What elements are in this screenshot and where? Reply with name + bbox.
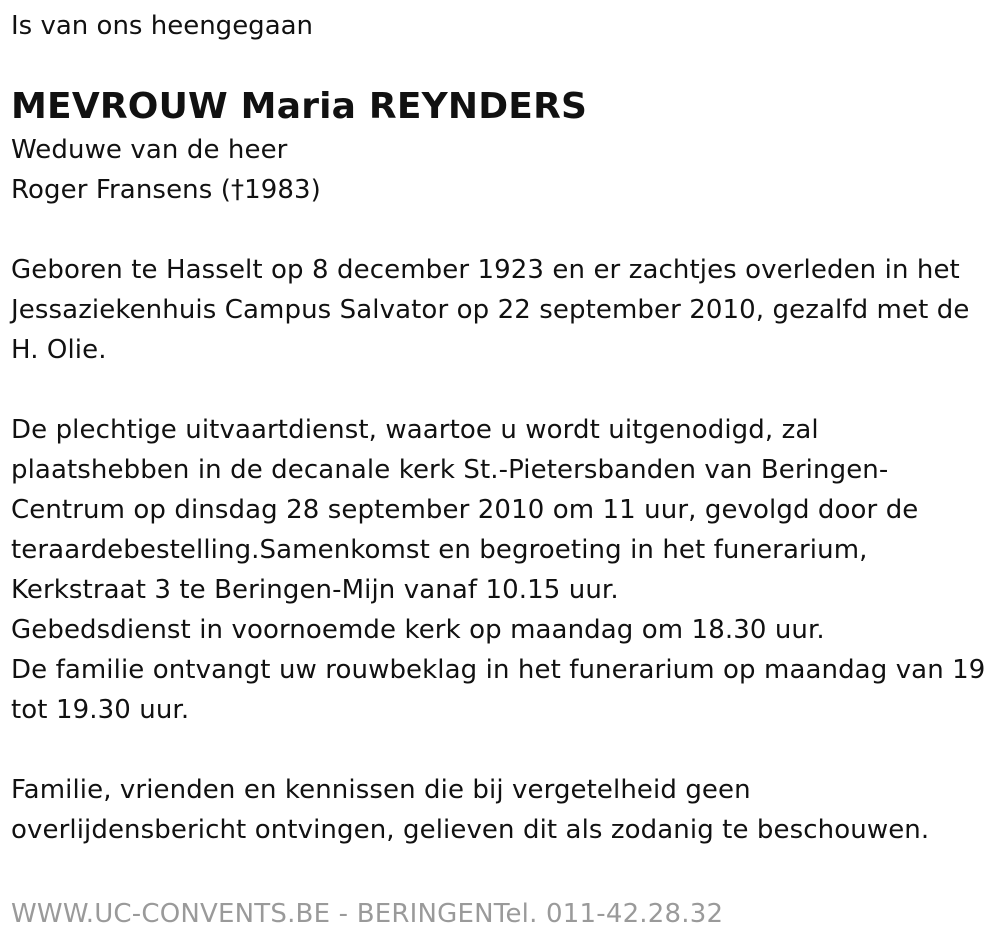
funeral-service-paragraph: De plechtige uitvaartdienst, waartoe u wordt uitgenodigd, zal plaatshebben in de decanale kerk St.-Pietersbanden van Beringen-Centrum op dinsdag 28 september 2010 om 11 uur, gevolgd door de teraardebestelling.Samenkomst en begroeting in het funerarium, Kerkstraat 3 te Beringen-Mijn vanaf 10.15 uur. (11, 415, 919, 605)
obituary-notice (11, 6, 986, 850)
spouse-line-1: Weduwe van de heer (11, 135, 288, 165)
deceased-name: MEVROUW Maria REYNDERS (11, 86, 588, 127)
spouse-line-2: Roger Fransens (†1983) (11, 175, 321, 205)
family-note-paragraph: Familie, vrienden en kennissen die bij vergetelheid geen overlijdensbericht ontvingen, gelieven dit als zodanig te beschouwen. (11, 775, 930, 845)
condolence-line: De familie ontvangt uw rouwbeklag in het funerarium op maandag van 19 tot 19.30 uur. (11, 655, 986, 725)
birth-death-paragraph: Geboren te Hasselt op 8 december 1923 en er zachtjes overleden in het Jessaziekenhuis Campus Salvator op 22 september 2010, gezalfd met de H. Olie. (11, 255, 970, 365)
prayer-service-line: Gebedsdienst in voornoemde kerk op maandag om 18.30 uur. (11, 615, 825, 645)
intro-text: Is van ons heengegaan (11, 11, 314, 41)
footer-contact: WWW.UC-CONVENTS.BE - BERINGENTel. 011-42.28.32 (11, 899, 724, 929)
